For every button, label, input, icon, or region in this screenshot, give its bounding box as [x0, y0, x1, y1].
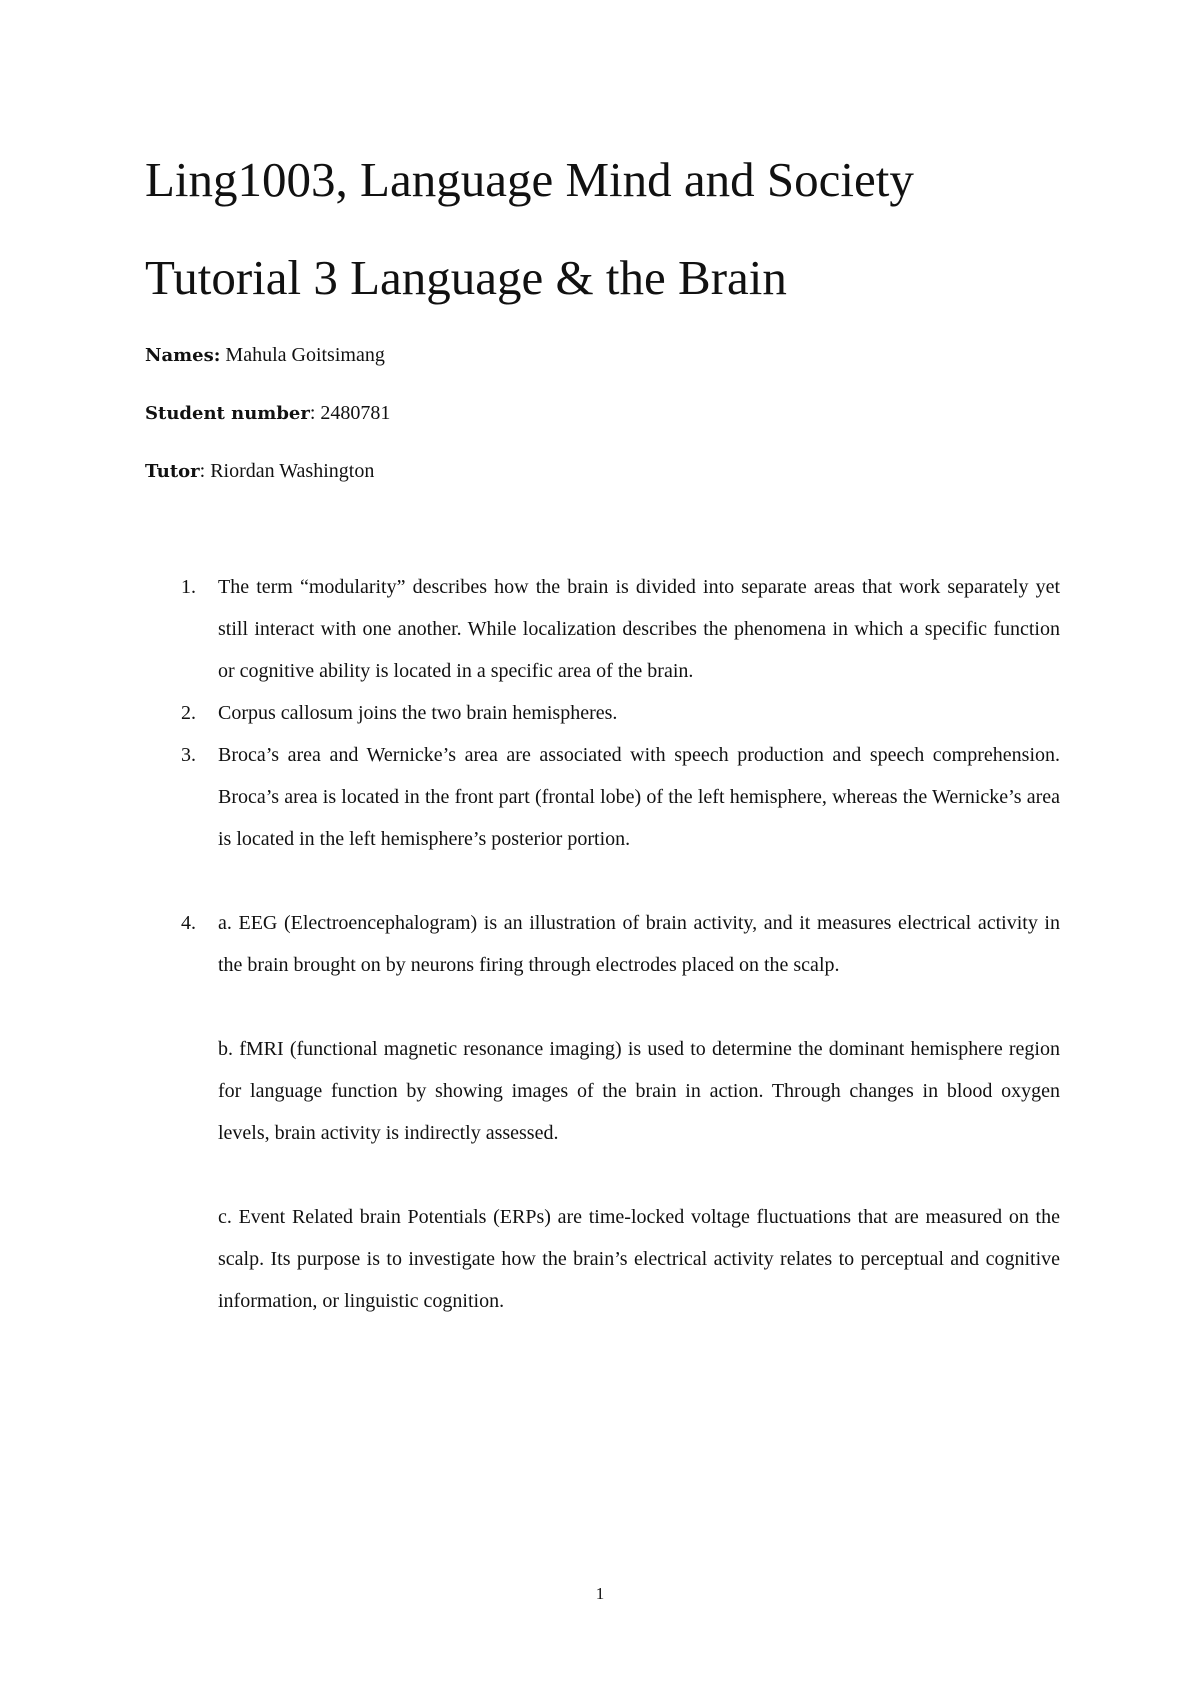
list-item [145, 692, 1060, 734]
tutor-line [145, 458, 374, 485]
item-text: Broca’s area and Wernicke’s area are associated with speech production and speech comprehension. Broca’s area is located in the front part (frontal lobe) of the left hemisphere, whereas the Wernicke’s area is located in the left hemisphere’s posterior portion. [218, 744, 1060, 850]
student-number-label: Student number [145, 403, 310, 424]
item-part-b: b. fMRI (functional magnetic resonance imaging) is used to determine the dominant hemisphere region for language function by showing images of the brain in action. Through changes in blood oxygen levels, brain activity is indirectly assessed. [218, 1038, 1060, 1144]
item-text: The term “modularity” describes how the brain is divided into separate areas that work separately yet still interact with one another. While localization describes the phenomena in which a specific function or cognitive ability is located in a specific area of the brain. [218, 576, 1060, 682]
document-title: Ling1003, Language Mind and Society [145, 152, 914, 207]
item-text: Corpus callosum joins the two brain hemispheres. [218, 702, 618, 724]
list-item [145, 566, 1060, 692]
answer-list [145, 566, 1060, 1322]
list-item [145, 902, 1060, 1322]
item-part-c: c. Event Related brain Potentials (ERPs) are time-locked voltage fluctuations that are measured on the scalp. Its purpose is to investigate how the brain’s electrical activity relates to perceptual and cognitive information, or linguistic cognition. [218, 1206, 1060, 1312]
item-number: 1. [181, 576, 196, 598]
page-number: 1 [595, 1584, 605, 1603]
student-number-line [145, 400, 390, 427]
list-spacer [145, 860, 1060, 902]
student-number-value: : 2480781 [309, 402, 391, 424]
document-subtitle: Tutorial 3 Language & the Brain [145, 250, 787, 305]
names-label: Names: [145, 345, 221, 366]
list-item [145, 734, 1060, 860]
names-line [145, 342, 385, 369]
tutor-label: Tutor [145, 461, 200, 482]
tutor-value: : Riordan Washington [199, 460, 375, 482]
item-number: 3. [181, 744, 196, 766]
paragraph-spacer [218, 1154, 1060, 1196]
item-number: 2. [181, 702, 196, 724]
item-number: 4. [181, 912, 196, 934]
item-part-a: a. EEG (Electroencephalogram) is an illustration of brain activity, and it measures electrical activity in the brain brought on by neurons firing through electrodes placed on the scalp. [218, 912, 1060, 976]
paragraph-spacer [218, 986, 1060, 1028]
names-value: Mahula Goitsimang [225, 344, 385, 366]
